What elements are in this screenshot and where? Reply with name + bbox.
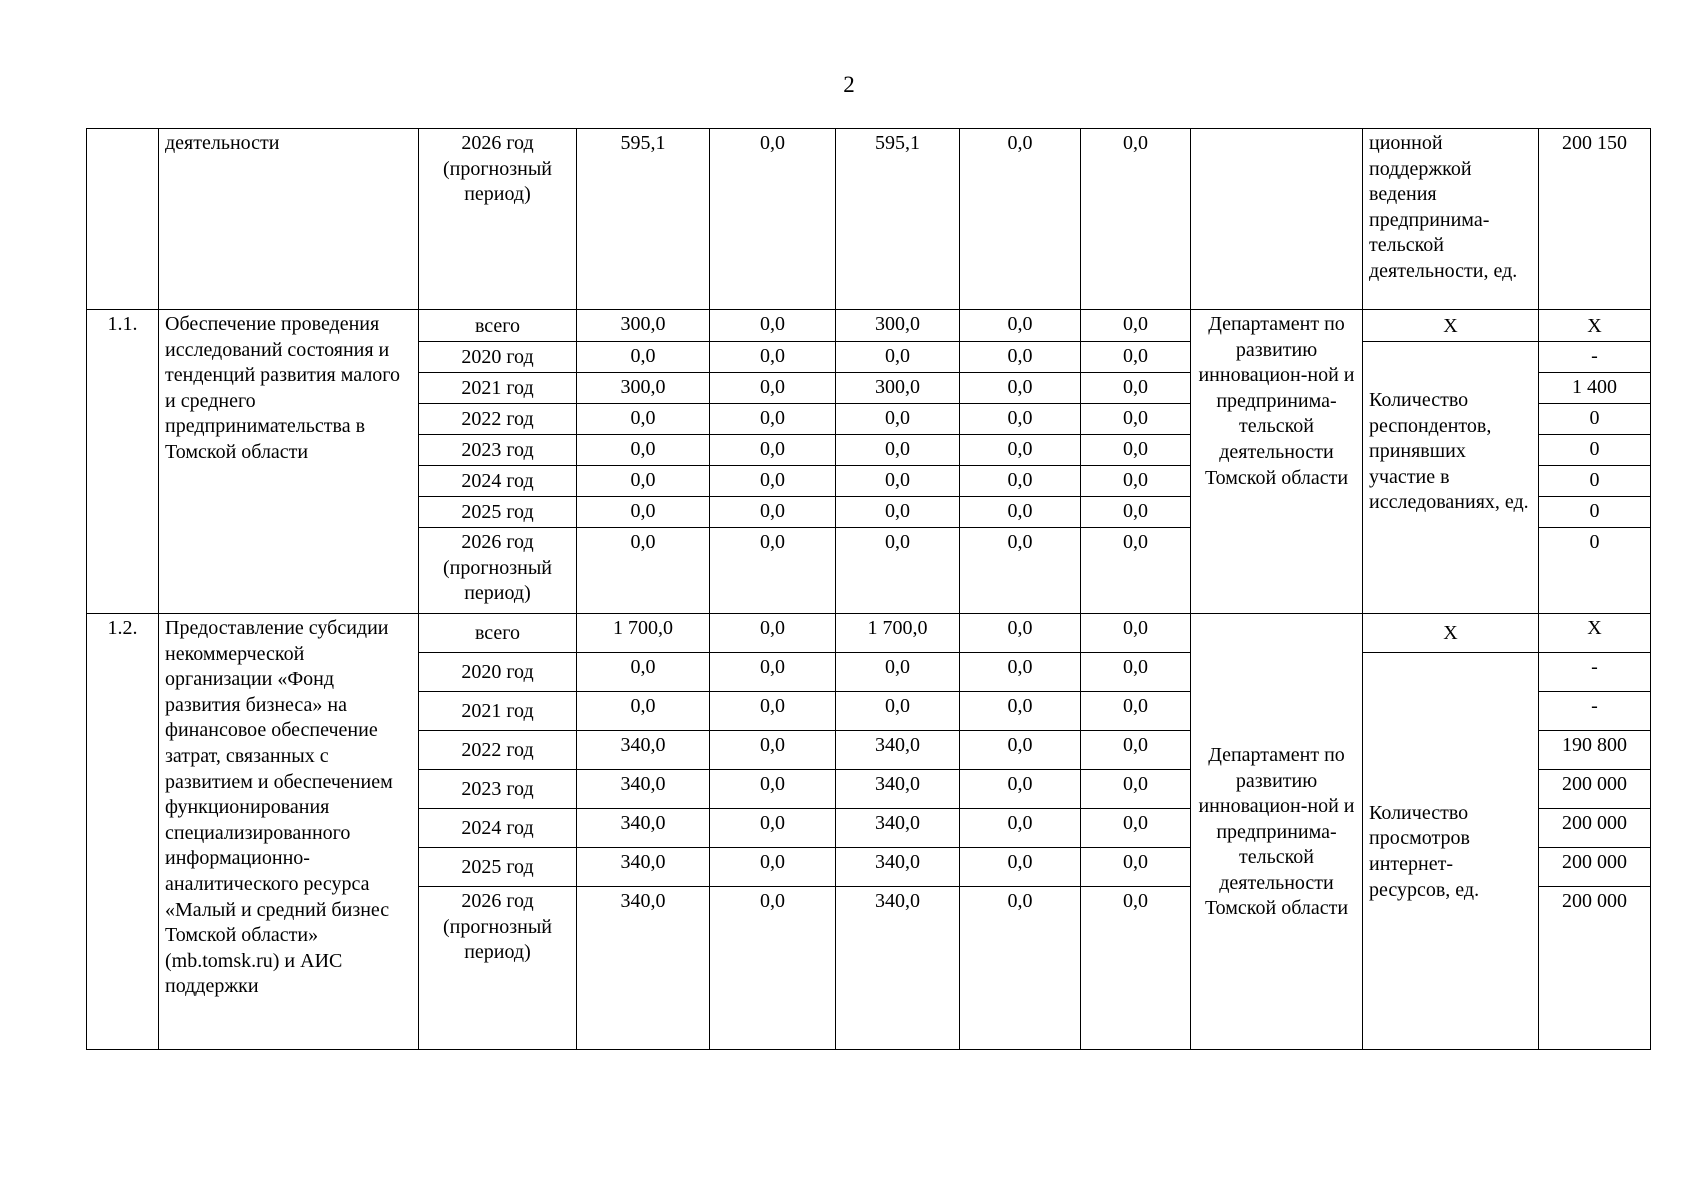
value-cell: 0,0 — [577, 342, 710, 373]
period-cell: 2023 год — [419, 435, 577, 466]
value-cell: 0,0 — [1081, 887, 1191, 1050]
value-cell: 0,0 — [960, 731, 1081, 770]
value-cell: 0,0 — [710, 528, 836, 614]
value-cell: 0,0 — [1081, 310, 1191, 342]
value-cell: 0,0 — [1081, 466, 1191, 497]
indicator-value: - — [1539, 342, 1651, 373]
value-cell: 0,0 — [577, 435, 710, 466]
indicator-value: 1 400 — [1539, 373, 1651, 404]
indicator-name: Количество респондентов, принявших участие в исследованиях, ед. — [1363, 342, 1539, 614]
indicator-value: 190 800 — [1539, 731, 1651, 770]
indicator-value: - — [1539, 653, 1651, 692]
value-cell: 0,0 — [1081, 497, 1191, 528]
executor-cell: Департамент по развитию инновацион-ной и предпринима-тельской деятельности Томской области — [1191, 310, 1363, 614]
value-cell: 0,0 — [960, 466, 1081, 497]
value-cell: 0,0 — [1081, 404, 1191, 435]
table-row — [87, 614, 1651, 653]
value-cell: 0,0 — [960, 848, 1081, 887]
indicator-value: 0 — [1539, 435, 1651, 466]
section-number: 1.1. — [87, 310, 159, 614]
section-number: 1.2. — [87, 614, 159, 1050]
value-cell: 0,0 — [960, 809, 1081, 848]
indicator-value: 200 000 — [1539, 770, 1651, 809]
value-cell: 0,0 — [577, 528, 710, 614]
value-cell: 1 700,0 — [577, 614, 710, 653]
value-cell: 0,0 — [960, 692, 1081, 731]
value-cell: 0,0 — [960, 310, 1081, 342]
value-cell: 0,0 — [836, 653, 960, 692]
value-cell: 0,0 — [1081, 809, 1191, 848]
executor-cell: Департамент по развитию инновацион-ной и предпринима-тельской деятельности Томской области — [1191, 614, 1363, 1050]
indicator-value: 200 150 — [1539, 129, 1651, 310]
period-cell: 2020 год — [419, 342, 577, 373]
value-cell: 0,0 — [710, 466, 836, 497]
value-cell: 340,0 — [577, 731, 710, 770]
number-cell — [87, 129, 159, 310]
indicator-total: Х — [1363, 614, 1539, 653]
period-cell: 2020 год — [419, 653, 577, 692]
indicator-value: 0 — [1539, 497, 1651, 528]
value-cell: 0,0 — [710, 770, 836, 809]
period-cell: 2026 год (прогнозный период) — [419, 887, 577, 1050]
period-cell: 2026 год (прогнозный период) — [419, 528, 577, 614]
value-cell: 340,0 — [577, 887, 710, 1050]
period-cell: 2025 год — [419, 497, 577, 528]
value-cell: 0,0 — [710, 653, 836, 692]
value-cell: 0,0 — [960, 614, 1081, 653]
value-cell: 0,0 — [710, 692, 836, 731]
value-cell: 340,0 — [577, 770, 710, 809]
value-cell: 595,1 — [577, 129, 710, 310]
value-cell: 0,0 — [1081, 342, 1191, 373]
value-cell: 0,0 — [836, 342, 960, 373]
value-cell: 0,0 — [960, 770, 1081, 809]
value-cell: 300,0 — [836, 310, 960, 342]
value-cell: 340,0 — [836, 770, 960, 809]
indicator-value: 200 000 — [1539, 848, 1651, 887]
value-cell: 0,0 — [577, 404, 710, 435]
indicator-value: 200 000 — [1539, 809, 1651, 848]
value-cell: 0,0 — [836, 435, 960, 466]
program-table — [86, 128, 1651, 1050]
value-cell: 0,0 — [1081, 435, 1191, 466]
value-cell: 0,0 — [836, 692, 960, 731]
value-cell: 0,0 — [710, 809, 836, 848]
period-cell: 2024 год — [419, 809, 577, 848]
value-cell: 0,0 — [1081, 848, 1191, 887]
event-name: Обеспечение проведения исследований состояния и тенденций развития малого и среднего предпринимательства в Томской области — [159, 310, 419, 614]
value-cell: 0,0 — [1081, 770, 1191, 809]
value-cell: 0,0 — [710, 435, 836, 466]
value-cell: 300,0 — [577, 373, 710, 404]
indicator-total-value: Х — [1539, 310, 1651, 342]
period-cell: 2023 год — [419, 770, 577, 809]
value-cell: 0,0 — [577, 466, 710, 497]
value-cell: 0,0 — [960, 497, 1081, 528]
value-cell: 0,0 — [836, 497, 960, 528]
indicator-total-value: Х — [1539, 614, 1651, 653]
period-cell: 2022 год — [419, 731, 577, 770]
value-cell: 340,0 — [577, 848, 710, 887]
value-cell: 340,0 — [836, 887, 960, 1050]
value-cell: 0,0 — [577, 497, 710, 528]
value-cell: 0,0 — [836, 466, 960, 497]
value-cell: 0,0 — [960, 887, 1081, 1050]
period-cell: 2021 год — [419, 692, 577, 731]
value-cell: 0,0 — [710, 404, 836, 435]
value-cell: 340,0 — [577, 809, 710, 848]
period-cell: всего — [419, 310, 577, 342]
event-name: деятельности — [159, 129, 419, 310]
value-cell: 0,0 — [960, 129, 1081, 310]
value-cell: 340,0 — [836, 731, 960, 770]
value-cell: 0,0 — [710, 614, 836, 653]
value-cell: 1 700,0 — [836, 614, 960, 653]
value-cell: 0,0 — [1081, 653, 1191, 692]
value-cell: 0,0 — [960, 373, 1081, 404]
value-cell: 0,0 — [836, 528, 960, 614]
value-cell: 0,0 — [577, 653, 710, 692]
indicator-value: 0 — [1539, 466, 1651, 497]
value-cell: 0,0 — [836, 404, 960, 435]
value-cell: 0,0 — [1081, 692, 1191, 731]
period-cell: 2025 год — [419, 848, 577, 887]
continuation-row — [87, 129, 1651, 310]
value-cell: 0,0 — [1081, 528, 1191, 614]
indicator-value: 0 — [1539, 528, 1651, 614]
indicator-total: Х — [1363, 310, 1539, 342]
value-cell: 0,0 — [710, 342, 836, 373]
indicator-name: Количество просмотров интернет-ресурсов, ед. — [1363, 653, 1539, 1050]
event-name: Предоставление субсидии некоммерческой организации «Фонд развития бизнеса» на финансовое обеспечение затрат, связанных с развитием и обеспечением функционирования специализированного информационно-аналитического ресурса «Малый и средний бизнес Томской области» (mb.tomsk.ru) и АИС поддержки — [159, 614, 419, 1050]
period-cell: 2024 год — [419, 466, 577, 497]
period-cell: всего — [419, 614, 577, 653]
value-cell: 0,0 — [1081, 614, 1191, 653]
value-cell: 300,0 — [836, 373, 960, 404]
page-number: 2 — [843, 72, 855, 97]
value-cell: 0,0 — [960, 653, 1081, 692]
value-cell: 0,0 — [577, 692, 710, 731]
value-cell: 0,0 — [960, 528, 1081, 614]
value-cell: 0,0 — [1081, 731, 1191, 770]
value-cell: 0,0 — [710, 129, 836, 310]
indicator-value: 0 — [1539, 404, 1651, 435]
value-cell: 0,0 — [710, 497, 836, 528]
period-cell: 2021 год — [419, 373, 577, 404]
value-cell: 300,0 — [577, 310, 710, 342]
value-cell: 0,0 — [710, 310, 836, 342]
value-cell: 0,0 — [710, 887, 836, 1050]
indicator-value: - — [1539, 692, 1651, 731]
value-cell: 0,0 — [960, 342, 1081, 373]
executor-cell — [1191, 129, 1363, 310]
value-cell: 0,0 — [960, 435, 1081, 466]
value-cell: 0,0 — [960, 404, 1081, 435]
value-cell: 0,0 — [710, 848, 836, 887]
value-cell: 0,0 — [1081, 373, 1191, 404]
period-cell: 2026 год (прогнозный период) — [419, 129, 577, 310]
value-cell: 0,0 — [710, 731, 836, 770]
indicator-name: ционной поддержкой ведения предпринима-тельской деятельности, ед. — [1363, 129, 1539, 310]
value-cell: 340,0 — [836, 848, 960, 887]
value-cell: 0,0 — [710, 373, 836, 404]
period-cell: 2022 год — [419, 404, 577, 435]
table-row — [87, 310, 1651, 342]
value-cell: 595,1 — [836, 129, 960, 310]
value-cell: 340,0 — [836, 809, 960, 848]
indicator-value: 200 000 — [1539, 887, 1651, 1050]
value-cell: 0,0 — [1081, 129, 1191, 310]
